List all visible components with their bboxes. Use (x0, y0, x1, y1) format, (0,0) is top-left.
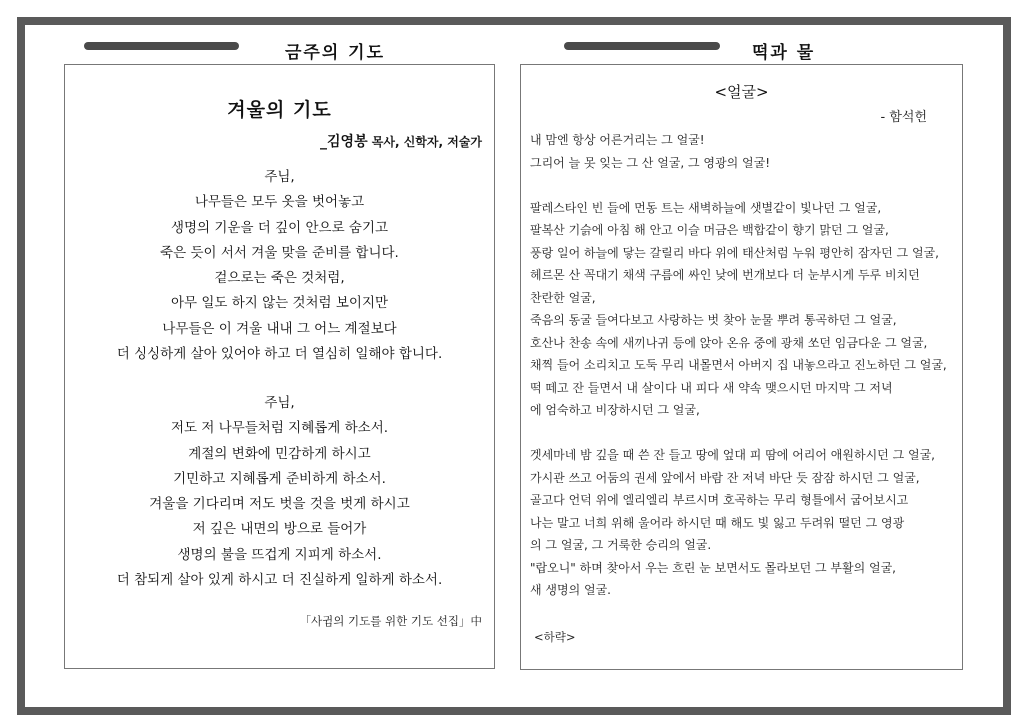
sermon-line: 찬란한 얼굴, (530, 290, 596, 305)
prayer-stanza-2 (65, 391, 494, 593)
sermon-line: 의 그 얼굴, 그 거룩한 승리의 얼굴. (530, 538, 712, 552)
prayer-stanza-1 (65, 165, 494, 367)
sermon-title: <얼굴> (714, 83, 769, 101)
sermon-author: - 함석헌 (880, 110, 927, 125)
prayer-panel (64, 64, 495, 669)
paragraph-gap (530, 422, 960, 445)
sermon-body (530, 129, 960, 602)
poem-line: 주님, (264, 395, 295, 411)
sermon-line: 그리어 늘 못 잊는 그 산 얼굴, 그 영광의 얼굴! (530, 155, 771, 170)
poem-line: 계절의 변화에 민감하게 하시고 (188, 445, 371, 462)
poem-line: 생명의 불을 뜨겁게 지피게 하소서. (177, 546, 382, 563)
sermon-line: "랍오니" 하며 찾아서 우는 흐린 눈 보면서도 몰라보던 그 부활의 얼굴, (530, 560, 896, 575)
poem-line: 기민하고 지혜롭게 준비하게 하소서. (173, 470, 386, 487)
poem-line: 아무 일도 하지 않는 것처럼 보이지만 (170, 295, 389, 312)
sermon-line: 팔복산 기슭에 아침 해 안고 이슬 머금은 백합같이 향기 맑던 그 얼굴, (530, 223, 889, 237)
left-header-bar (84, 42, 239, 50)
poem-line: 죽은 듯이 서서 겨울 맞을 준비를 합니다. (160, 244, 399, 261)
poem-line: 더 참되게 살아 있게 하시고 더 진실하게 일하게 하소서. (116, 572, 443, 589)
sermon-line: 골고다 언덕 위에 엘리엘리 부르시며 호곡하는 무리 형틀에서 굽어보시고 (530, 493, 909, 507)
sermon-line: 호산나 찬송 속에 새끼나귀 등에 앉아 온유 중에 광채 쏘던 임금다운 그 얼굴, (530, 335, 928, 350)
sermon-line: 채찍 들어 소리치고 도둑 무리 내몰면서 아버지 집 내놓으라고 진노하던 그 얼굴, (530, 358, 947, 372)
prayer-author (320, 131, 482, 151)
poem-line: 저 깊은 내면의 방으로 들어가 (192, 521, 367, 538)
sermon-line: 떡 떼고 잔 들면서 내 살이다 내 피다 새 약속 맺으시던 마지막 그 저녁 (530, 380, 893, 395)
poem-line: 나무들은 모두 옷을 벗어놓고 (194, 194, 365, 211)
sermon-line: 새 생명의 얼굴. (530, 583, 611, 597)
left-section-title: 금주의 기도 (285, 43, 386, 63)
poem-line: 생명의 기운을 더 깊이 안으로 숨기고 (170, 219, 389, 236)
right-header-bar (564, 42, 720, 50)
poem-line: 나무들은 이 겨울 내내 그 어느 계절보다 (162, 320, 397, 337)
poem-line: 저도 저 나무들처럼 지혜롭게 하소서. (170, 420, 389, 437)
sermon-line: 풍랑 일어 하늘에 닿는 갈릴리 바다 위에 태산처럼 누워 평안히 잠자던 그 얼굴, (530, 245, 939, 260)
sermon-line: 나는 말고 너희 위해 울어라 하시던 때 해도 빛 잃고 두려워 떨던 그 영광 (530, 515, 905, 530)
sermon-panel (520, 64, 963, 670)
sermon-line: 헤르몬 산 꼭대기 채색 구름에 싸인 낮에 번개보다 더 눈부시게 두루 비치던 (530, 268, 920, 282)
poem-line: 더 싱싱하게 살아 있어야 하고 더 열심히 일해야 합니다. (116, 346, 443, 363)
sermon-line: 가시관 쓰고 어둠의 권세 앞에서 바람 잔 저녁 바단 듯 잠잠 하시던 그 얼굴, (530, 470, 920, 485)
prayer-title: 겨울의 기도 (227, 99, 332, 121)
author-role: 목사, 신학자, 저술가 (367, 135, 482, 149)
sermon-line: 내 맘엔 항상 어른거리는 그 얼굴! (530, 133, 705, 147)
sermon-line: 팔레스타인 빈 들에 먼동 트는 새벽하늘에 샛별같이 빛나던 그 얼굴, (530, 200, 882, 215)
poem-line: 겉으로는 죽은 것처럼, (214, 270, 345, 287)
paragraph-gap (530, 174, 960, 197)
sermon-omitted-note: <하략> (534, 630, 576, 644)
right-section-title: 떡과 물 (752, 43, 816, 63)
sermon-line: 죽음의 동굴 들여다보고 사랑하는 벗 찾아 눈물 뿌려 통곡하던 그 얼굴, (530, 313, 897, 327)
sermon-line: 에 엄숙하고 비장하시던 그 얼굴, (530, 403, 700, 417)
prayer-source: 「사귐의 기도를 위한 기도 선집」中 (299, 614, 482, 628)
sermon-line: 겟세마네 밤 깊을 때 쓴 잔 들고 땅에 엎대 피 땀에 어리어 애원하시던 그 얼굴, (530, 448, 935, 462)
author-name: _김영봉 (320, 134, 368, 150)
poem-line: 겨울을 기다리며 저도 벗을 것을 벗게 하시고 (149, 496, 410, 513)
poem-line: 주님, (264, 169, 295, 185)
